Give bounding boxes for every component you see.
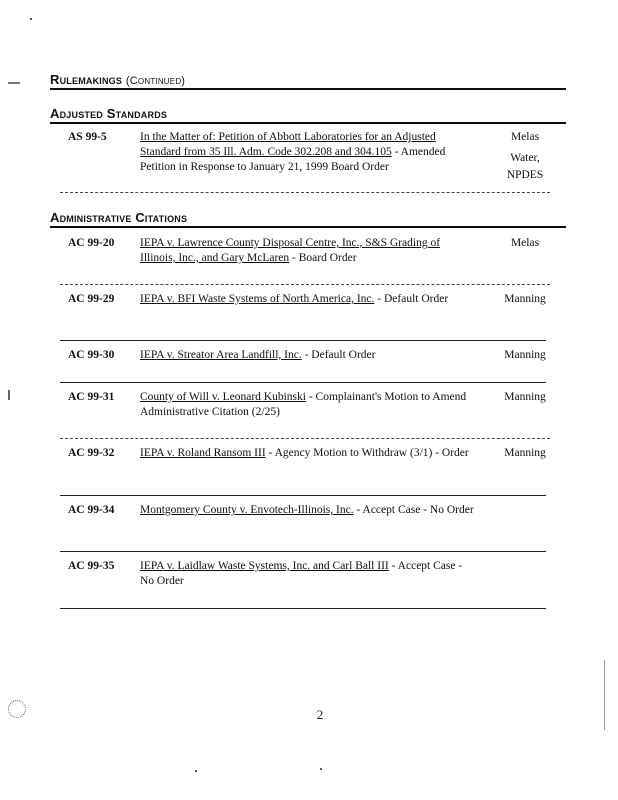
hearing-officer: Manning — [504, 349, 546, 361]
case-description — [140, 236, 475, 266]
case-number: AC 99-30 — [68, 349, 115, 361]
adjusted-standards-rule — [50, 122, 566, 124]
case-description — [140, 446, 475, 461]
scan-speck — [8, 390, 10, 400]
continued-heading-main: Rulemakings — [50, 72, 123, 87]
case-title-link[interactable]: IEPA v. Laidlaw Waste Systems, Inc. and Carl Ball III — [140, 560, 389, 572]
case-detail: - Accept Case - No Order — [353, 504, 474, 516]
case-description — [140, 292, 475, 307]
program-tag-2: NPDES — [506, 169, 544, 181]
case-number: AC 99-29 — [68, 293, 115, 305]
adjusted-standards-heading: Adjusted Standards — [50, 106, 168, 121]
case-title-link[interactable]: In the Matter of: Petition of Abbott Laboratories for an Adjusted Standard from 35 Ill. Adm. Code 302.208 and 304.105 — [140, 131, 436, 158]
case-description — [140, 390, 475, 420]
case-detail: - Amended Petition in Response to January 21, 1999 Board Order — [140, 146, 446, 173]
row-divider — [60, 438, 550, 439]
case-detail: - Accept Case - No Order — [140, 560, 463, 587]
case-detail: - Agency Motion to Withdraw (3/1) - Order — [265, 447, 469, 459]
hearing-officer: Melas — [510, 237, 540, 249]
row-divider — [60, 382, 546, 383]
case-detail: - Default Order — [301, 349, 376, 361]
program-tag-1: Water, — [510, 152, 540, 164]
row-divider — [60, 192, 550, 193]
hearing-officer: Manning — [504, 447, 546, 459]
administrative-citations-rule — [50, 226, 566, 228]
scan-speck — [8, 82, 20, 84]
administrative-citations-heading: Administrative Citations — [50, 210, 188, 225]
row-divider — [60, 340, 546, 341]
scan-speck — [30, 18, 32, 20]
case-detail: - Complainant's Motion to Amend Administrative Citation (2/25) — [140, 391, 467, 418]
case-number: AS 99-5 — [68, 131, 107, 143]
continued-heading — [50, 72, 566, 87]
case-number: AC 99-35 — [68, 560, 115, 572]
case-description — [140, 348, 475, 363]
hearing-officer: Manning — [504, 293, 546, 305]
row-divider — [60, 284, 550, 285]
case-title-link[interactable]: IEPA v. Streator Area Landfill, Inc. — [140, 349, 302, 361]
officer-name: Melas — [510, 131, 540, 143]
hearing-officer: Manning — [504, 391, 546, 403]
case-detail: - Default Order — [374, 293, 449, 305]
case-title-link[interactable]: IEPA v. Roland Ransom III — [140, 447, 266, 459]
scan-speck — [8, 700, 26, 718]
case-title-link[interactable]: IEPA v. Lawrence County Disposal Centre, Inc., S&S Grading of Illinois, Inc., and Gary McLaren — [140, 237, 441, 264]
case-title-link[interactable]: County of Will v. Leonard Kubinski — [140, 391, 306, 403]
case-description — [140, 503, 475, 518]
hearing-officer — [480, 130, 570, 185]
case-detail: - Board Order — [289, 252, 357, 264]
row-divider — [60, 608, 546, 609]
case-number: AC 99-32 — [68, 447, 115, 459]
row-divider — [60, 495, 546, 496]
scan-speck — [195, 770, 197, 772]
page-number: 2 — [316, 707, 324, 722]
heading-rule — [50, 88, 566, 90]
case-title-link[interactable]: Montgomery County v. Envotech-Illinois, Inc. — [140, 504, 354, 516]
case-number: AC 99-34 — [68, 504, 115, 516]
case-number: AC 99-20 — [68, 237, 115, 249]
case-title-link[interactable]: IEPA v. BFI Waste Systems of North America, Inc. — [140, 293, 375, 305]
row-divider — [60, 551, 546, 552]
case-description — [140, 130, 475, 175]
scan-speck — [604, 660, 605, 730]
continued-heading-sub: (Continued) — [125, 75, 186, 87]
scan-speck — [320, 768, 322, 770]
case-description — [140, 559, 475, 589]
case-number: AC 99-31 — [68, 391, 115, 403]
